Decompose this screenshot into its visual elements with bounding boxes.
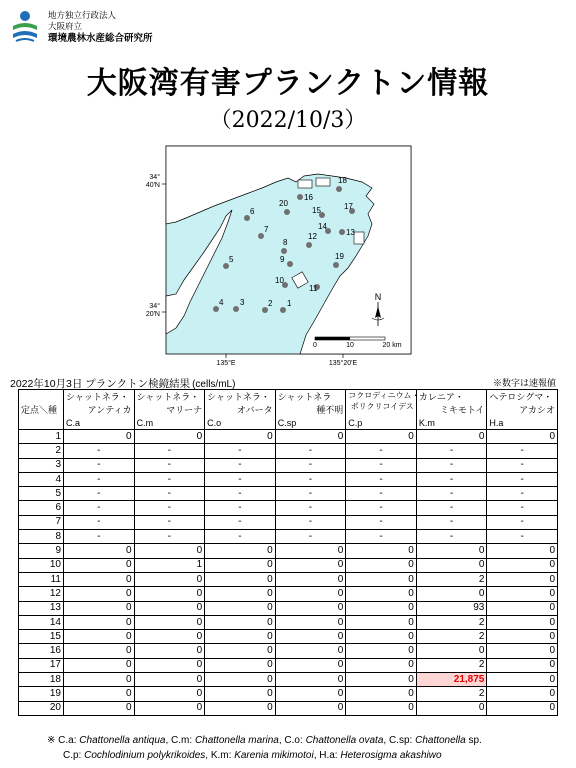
cell-value: -: [134, 487, 205, 501]
cell-value: 0: [346, 430, 417, 444]
station-label-11: 11: [309, 284, 318, 293]
cell-value: 0: [134, 701, 205, 715]
cell-value: 0: [487, 701, 558, 715]
cell-value: -: [64, 487, 135, 501]
lat-label-bottom: 34° 20'N: [145, 303, 160, 318]
cell-value: -: [205, 444, 276, 458]
station-number: 10: [19, 558, 64, 572]
cell-value: -: [64, 444, 135, 458]
cell-value: 0: [275, 558, 346, 572]
cell-value: 0: [134, 687, 205, 701]
cell-value: -: [275, 458, 346, 472]
column-header-cm: シャットネラ・ マリーナ C.m: [134, 390, 205, 430]
cell-value: 0: [275, 687, 346, 701]
cell-value: 0: [346, 644, 417, 658]
legend-line-1: ※ C.a: Chattonella antiqua, C.m: Chattonella marina, C.o: Chattonella ovata, C.sp: Chattonella sp.: [47, 735, 482, 746]
station-number: 20: [19, 701, 64, 715]
cell-value: -: [64, 458, 135, 472]
cell-value: 0: [416, 644, 487, 658]
cell-value: 0: [64, 544, 135, 558]
cell-value: 0: [487, 630, 558, 644]
cell-value: -: [416, 530, 487, 544]
cell-value: -: [487, 501, 558, 515]
station-number: 2: [19, 444, 64, 458]
cell-value: -: [205, 472, 276, 486]
table-row: [19, 458, 558, 472]
station-number: 8: [19, 530, 64, 544]
station-label-7: 7: [264, 225, 269, 234]
table-row: [19, 601, 558, 615]
station-label-19: 19: [335, 252, 344, 261]
table-row: [19, 544, 558, 558]
cell-value: 2: [416, 658, 487, 672]
lon-label-right: 135°20'E: [328, 360, 358, 367]
cell-value: -: [346, 472, 417, 486]
table-row: [19, 630, 558, 644]
page-title: 大阪湾有害プランクトン情報: [86, 66, 490, 101]
cell-value: -: [64, 530, 135, 544]
station-label-16: 16: [304, 193, 313, 202]
species-legend: [47, 733, 482, 763]
cell-value: 0: [205, 601, 276, 615]
table-row: [19, 658, 558, 672]
cell-value: -: [275, 487, 346, 501]
cell-value: -: [134, 501, 205, 515]
station-marker-3: [233, 306, 239, 312]
cell-value: 0: [64, 687, 135, 701]
cell-value: 0: [416, 544, 487, 558]
cell-value: 0: [346, 601, 417, 615]
cell-value: -: [416, 444, 487, 458]
cell-value: 0: [487, 544, 558, 558]
station-marker-18: [336, 186, 342, 192]
org-line2: 大阪府立: [48, 22, 83, 32]
station-number: 19: [19, 687, 64, 701]
cell-value: 0: [64, 673, 135, 687]
station-marker-13: [339, 229, 345, 235]
station-marker-12: [306, 242, 312, 248]
cell-value: 0: [205, 558, 276, 572]
station-label-14: 14: [318, 222, 327, 231]
scale-label-0: 0: [313, 342, 317, 349]
table-row: [19, 444, 558, 458]
cell-value: -: [134, 472, 205, 486]
cell-value: 0: [134, 544, 205, 558]
cell-value: 2: [416, 630, 487, 644]
cell-value: 0: [487, 587, 558, 601]
cell-value: 0: [205, 630, 276, 644]
cell-value: -: [275, 444, 346, 458]
station-number: 5: [19, 487, 64, 501]
station-label-6: 6: [250, 207, 255, 216]
cell-value: 0: [134, 572, 205, 586]
cell-value: 0: [275, 701, 346, 715]
cell-value: 0: [346, 544, 417, 558]
cell-value: 2: [416, 572, 487, 586]
cell-value: 0: [487, 601, 558, 615]
osaka-bay-map: [0, 0, 576, 380]
cell-value: -: [346, 530, 417, 544]
station-label-18: 18: [338, 176, 347, 185]
cell-value: 0: [275, 673, 346, 687]
station-label-20: 20: [279, 199, 288, 208]
cell-value: -: [275, 515, 346, 529]
cell-value: -: [64, 501, 135, 515]
cell-value: 93: [416, 601, 487, 615]
cell-value: -: [64, 515, 135, 529]
station-number: 6: [19, 501, 64, 515]
station-number: 16: [19, 644, 64, 658]
station-marker-16: [297, 194, 303, 200]
cell-value: 0: [275, 601, 346, 615]
station-marker-1: [280, 307, 286, 313]
station-number: 9: [19, 544, 64, 558]
cell-value: 0: [134, 587, 205, 601]
cell-value: -: [346, 444, 417, 458]
cell-value: 0: [275, 630, 346, 644]
cell-value: 0: [205, 673, 276, 687]
cell-value: 0: [275, 572, 346, 586]
cell-value: -: [134, 444, 205, 458]
scale-label-20: 20 km: [382, 342, 402, 349]
cell-value: -: [416, 472, 487, 486]
cell-value: -: [275, 501, 346, 515]
table-row: [19, 472, 558, 486]
cell-value: 0: [275, 644, 346, 658]
station-number: 1: [19, 430, 64, 444]
cell-value: 0: [487, 572, 558, 586]
cell-value: 0: [346, 630, 417, 644]
cell-value: 0: [275, 430, 346, 444]
table-row: [19, 501, 558, 515]
cell-value: -: [416, 458, 487, 472]
cell-value: 2: [416, 615, 487, 629]
cell-value: 0: [416, 587, 487, 601]
cell-value: 0: [416, 701, 487, 715]
preliminary-note: ※数字は速報値: [492, 378, 556, 388]
cell-value: 0: [346, 572, 417, 586]
cell-value: -: [205, 487, 276, 501]
cell-value: -: [205, 515, 276, 529]
station-label-13: 13: [346, 228, 355, 237]
station-number: 14: [19, 615, 64, 629]
station-number: 4: [19, 472, 64, 486]
station-label-4: 4: [219, 298, 224, 307]
cell-value: 0: [64, 587, 135, 601]
table-row: [19, 587, 558, 601]
cell-value: 0: [64, 430, 135, 444]
cell-value: 21,875: [416, 673, 487, 687]
cell-value: 0: [346, 701, 417, 715]
lon-label-left: 135°E: [216, 360, 236, 367]
table-row: [19, 644, 558, 658]
cell-value: 0: [205, 658, 276, 672]
table-row: [19, 558, 558, 572]
cell-value: 0: [205, 687, 276, 701]
table-caption: 2022年10月3日 プランクトン検鏡結果 (cells/mL): [10, 378, 236, 390]
cell-value: -: [346, 515, 417, 529]
cell-value: -: [487, 487, 558, 501]
cell-value: 0: [205, 430, 276, 444]
cell-value: 0: [346, 687, 417, 701]
column-header-cp: コクロディニウム・ ポリクリコイデス C.p: [346, 390, 417, 430]
cell-value: -: [346, 501, 417, 515]
station-number: 11: [19, 572, 64, 586]
cell-value: 0: [487, 615, 558, 629]
cell-value: 0: [275, 615, 346, 629]
table-row: [19, 515, 558, 529]
station-number: 13: [19, 601, 64, 615]
cell-value: 0: [205, 544, 276, 558]
cell-value: 0: [205, 587, 276, 601]
cell-value: 0: [275, 587, 346, 601]
table-row: [19, 687, 558, 701]
lat-label-top: 34° 40'N: [145, 174, 160, 189]
station-label-8: 8: [283, 238, 288, 247]
cell-value: 0: [64, 701, 135, 715]
table-row: [19, 530, 558, 544]
cell-value: 1: [134, 558, 205, 572]
station-number: 17: [19, 658, 64, 672]
cell-value: 0: [416, 430, 487, 444]
cell-value: 0: [487, 658, 558, 672]
legend-line-2: C.p: Cochlodinium polykrikoides, K.m: Karenia mikimotoi, H.a: Heterosigma akashiwo: [63, 750, 442, 761]
station-number: 12: [19, 587, 64, 601]
cell-value: -: [64, 472, 135, 486]
cell-value: 0: [487, 558, 558, 572]
cell-value: -: [205, 501, 276, 515]
station-label-12: 12: [308, 232, 317, 241]
column-header-ca: シャットネラ・ アンティカ C.a: [64, 390, 135, 430]
column-header-csp: シャットネラ 種不明 C.sp: [275, 390, 346, 430]
cell-value: -: [275, 472, 346, 486]
station-label-2: 2: [268, 299, 273, 308]
station-label-15: 15: [312, 206, 321, 215]
cell-value: -: [205, 458, 276, 472]
cell-value: 0: [64, 615, 135, 629]
cell-value: -: [134, 515, 205, 529]
cell-value: 0: [275, 658, 346, 672]
station-marker-8: [281, 248, 287, 254]
cell-value: 0: [346, 587, 417, 601]
station-label-17: 17: [344, 202, 353, 211]
cell-value: -: [487, 444, 558, 458]
table-row: [19, 673, 558, 687]
cell-value: 0: [134, 644, 205, 658]
cell-value: 0: [64, 630, 135, 644]
station-label-10: 10: [275, 276, 284, 285]
table-row: [19, 572, 558, 586]
table-row: [19, 615, 558, 629]
cell-value: 0: [205, 615, 276, 629]
station-label-1: 1: [287, 299, 292, 308]
cell-value: -: [487, 530, 558, 544]
cell-value: 0: [134, 630, 205, 644]
org-line1: 地方独立行政法人: [48, 11, 117, 21]
station-label-5: 5: [229, 255, 234, 264]
column-header-ha: ヘテロシグマ・ アカシオ H.a: [487, 390, 558, 430]
cell-value: 0: [275, 544, 346, 558]
cell-value: 0: [134, 658, 205, 672]
cell-value: -: [134, 530, 205, 544]
column-header-co: シャットネラ・ オバータ C.o: [205, 390, 276, 430]
scale-label-10: 10: [346, 342, 354, 349]
station-label-3: 3: [240, 298, 245, 307]
station-number: 18: [19, 673, 64, 687]
cell-value: 0: [487, 430, 558, 444]
station-marker-20: [284, 209, 290, 215]
cell-value: 0: [64, 601, 135, 615]
cell-value: 0: [346, 658, 417, 672]
cell-value: 0: [346, 615, 417, 629]
cell-value: 0: [487, 644, 558, 658]
cell-value: -: [346, 487, 417, 501]
station-label-9: 9: [280, 255, 285, 264]
cell-value: 0: [487, 687, 558, 701]
cell-value: 0: [205, 644, 276, 658]
org-name: 環境農林水産総合研究所: [48, 33, 153, 44]
table-row: [19, 430, 558, 444]
plankton-table: [18, 389, 558, 716]
table-row: [19, 487, 558, 501]
north-label: N: [374, 292, 382, 302]
cell-value: -: [487, 472, 558, 486]
cell-value: -: [346, 458, 417, 472]
station-marker-19: [333, 262, 339, 268]
cell-value: 0: [487, 673, 558, 687]
cell-value: -: [487, 515, 558, 529]
cell-value: 0: [64, 658, 135, 672]
cell-value: 0: [64, 644, 135, 658]
cell-value: 2: [416, 687, 487, 701]
cell-value: 0: [64, 572, 135, 586]
cell-value: -: [275, 530, 346, 544]
station-number: 3: [19, 458, 64, 472]
cell-value: -: [487, 458, 558, 472]
cell-value: 0: [416, 558, 487, 572]
cell-value: 0: [134, 601, 205, 615]
cell-value: -: [134, 458, 205, 472]
station-number: 7: [19, 515, 64, 529]
cell-value: -: [416, 515, 487, 529]
cell-value: 0: [134, 430, 205, 444]
table-corner-header: 定点＼種: [19, 390, 64, 430]
cell-value: -: [416, 487, 487, 501]
cell-value: 0: [205, 572, 276, 586]
cell-value: 0: [346, 673, 417, 687]
cell-value: 0: [134, 615, 205, 629]
cell-value: -: [205, 530, 276, 544]
station-number: 15: [19, 630, 64, 644]
column-header-km: カレニア・ ミキモトイ K.m: [416, 390, 487, 430]
cell-value: 0: [64, 558, 135, 572]
report-date: （2022/10/3）: [209, 108, 367, 133]
cell-value: 0: [205, 701, 276, 715]
cell-value: 0: [134, 673, 205, 687]
table-row: [19, 701, 558, 715]
cell-value: -: [416, 501, 487, 515]
station-marker-9: [287, 261, 293, 267]
cell-value: 0: [346, 558, 417, 572]
